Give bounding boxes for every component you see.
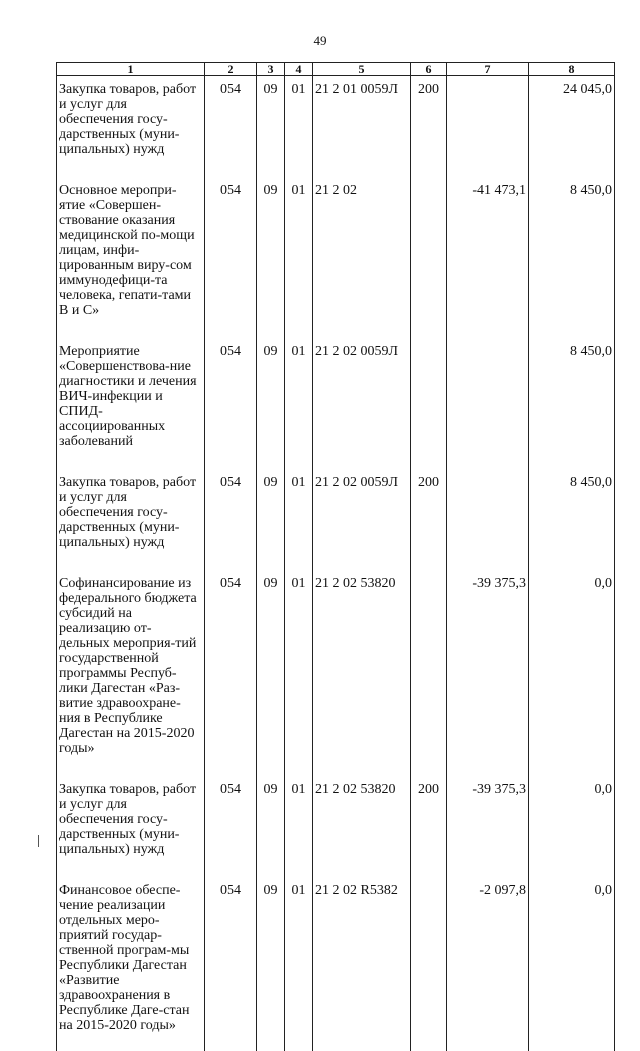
row-name-text: Закупка товаров, работ и услуг для обеспечения госу-дарственных (муни-ципальных) нужд [59,475,197,550]
row-name-text: Финансовое обеспе-чение реализации отдельных меро-приятий государ-ственной програм-мы Республики Дагестан «Развитие здравоохранения в Республике Даге-стан на 2015-2020 годы» [59,883,190,1033]
cell-target-article: 21 2 02 53820 [313,568,411,774]
row-name-text: Основное меропри-ятие «Совершен-ствование оказания медицинской по-мощи лицам, инфи-цированным виру-сом иммунодефици-та человека, гепати-тами В и С» [59,183,195,318]
cell-change-amount: -2 097,8 [447,875,529,1051]
cell-expense-type: 200 [411,467,447,568]
cell-ministry-code: 054 [205,467,257,568]
cell-section-code: 09 [257,467,285,568]
row-name [57,76,205,176]
table-row [57,467,615,568]
table-row [57,774,615,875]
cell-expense-type: 200 [411,774,447,875]
cell-subsection-code: 01 [285,175,313,336]
column-header: 5 [313,63,411,76]
column-header: 6 [411,63,447,76]
cell-target-article: 21 2 02 R5382 [313,875,411,1051]
cell-expense-type [411,568,447,774]
table-row [57,875,615,1051]
cell-expense-type [411,336,447,467]
cell-target-article: 21 2 02 [313,175,411,336]
row-name-text: Закупка товаров, работ и услуг для обеспечения госу-дарственных (муни-ципальных) нужд [59,82,197,157]
cell-target-article: 21 2 02 0059Л [313,467,411,568]
cell-ministry-code: 054 [205,875,257,1051]
margin-mark [38,835,39,847]
table-row [57,76,615,176]
row-name-text: Закупка товаров, работ и услуг для обеспечения госу-дарственных (муни-ципальных) нужд [59,782,197,857]
column-header: 7 [447,63,529,76]
cell-target-article: 21 2 01 0059Л [313,76,411,176]
cell-target-article: 21 2 02 0059Л [313,336,411,467]
cell-total-amount: 8 450,0 [529,175,615,336]
cell-expense-type [411,875,447,1051]
cell-ministry-code: 054 [205,175,257,336]
row-name [57,467,205,568]
table-row [57,175,615,336]
row-name [57,175,205,336]
cell-change-amount [447,336,529,467]
cell-total-amount: 8 450,0 [529,336,615,467]
column-header: 1 [57,63,205,76]
cell-target-article: 21 2 02 53820 [313,774,411,875]
page-number: 49 [313,33,327,48]
cell-total-amount: 0,0 [529,774,615,875]
row-name-text: Софинансирование из федерального бюджета субсидий на реализацию от-дельных мероприя-тий государственной программы Респуб-лики Дагестан «Раз-витие здравоохране-ния в Республике Дагестан на 2015-2020 годы» [59,576,197,756]
row-name [57,568,205,774]
cell-expense-type: 200 [411,76,447,176]
cell-ministry-code: 054 [205,336,257,467]
table-row [57,336,615,467]
cell-subsection-code: 01 [285,467,313,568]
row-name-text: Мероприятие «Совершенствова-ние диагностики и лечения ВИЧ-инфекции и СПИД-ассоциированных заболеваний [59,344,197,449]
row-name [57,875,205,1051]
cell-section-code: 09 [257,568,285,774]
cell-subsection-code: 01 [285,336,313,467]
cell-section-code: 09 [257,774,285,875]
cell-change-amount: -39 375,3 [447,568,529,774]
cell-change-amount [447,76,529,176]
row-name [57,774,205,875]
cell-section-code: 09 [257,175,285,336]
column-header: 2 [205,63,257,76]
budget-table [56,62,615,1051]
cell-total-amount: 0,0 [529,875,615,1051]
cell-section-code: 09 [257,336,285,467]
cell-subsection-code: 01 [285,875,313,1051]
column-header: 4 [285,63,313,76]
column-header: 3 [257,63,285,76]
cell-change-amount [447,467,529,568]
column-header: 8 [529,63,615,76]
cell-subsection-code: 01 [285,568,313,774]
cell-subsection-code: 01 [285,76,313,176]
cell-total-amount: 0,0 [529,568,615,774]
cell-total-amount: 24 045,0 [529,76,615,176]
cell-ministry-code: 054 [205,774,257,875]
cell-total-amount: 8 450,0 [529,467,615,568]
table-row [57,568,615,774]
cell-subsection-code: 01 [285,774,313,875]
cell-change-amount: -41 473,1 [447,175,529,336]
row-name [57,336,205,467]
cell-ministry-code: 054 [205,76,257,176]
cell-section-code: 09 [257,875,285,1051]
header-row [57,63,615,76]
cell-section-code: 09 [257,76,285,176]
cell-expense-type [411,175,447,336]
cell-ministry-code: 054 [205,568,257,774]
cell-change-amount: -39 375,3 [447,774,529,875]
